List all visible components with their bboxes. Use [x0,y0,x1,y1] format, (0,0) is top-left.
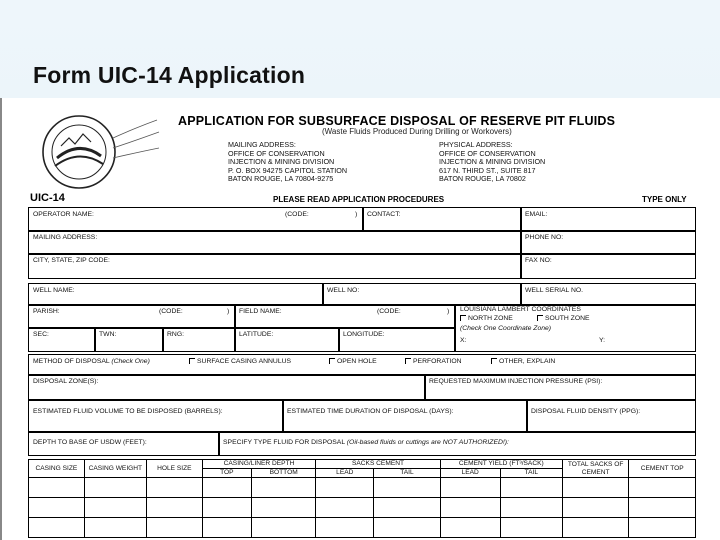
table-cell[interactable] [202,518,251,538]
x-coordinate-label: X: [460,337,467,344]
latitude-label: LATITUDE: [239,331,274,338]
parish-field[interactable] [28,304,236,329]
mailing-line: P. O. BOX 94275 CAPITOL STATION [228,165,348,175]
mailing-heading: MAILING ADDRESS: [228,140,296,149]
table-cell[interactable] [146,478,202,498]
checkbox-icon [189,358,195,364]
mailing-row [28,230,696,255]
table-cell[interactable] [146,498,202,518]
field-name-field[interactable] [234,304,456,329]
longitude-label: LONGITUDE: [343,331,385,338]
south-zone-label: SOUTH ZONE [545,315,590,322]
sec-field[interactable] [28,327,96,352]
perforation-label: PERFORATION [413,358,462,365]
method-row [28,354,696,376]
city-row [28,253,696,279]
depth-usdw-label: DEPTH TO BASE OF USDW (FEET): [33,439,147,446]
city-state-zip-label: CITY, STATE, ZIP CODE: [33,257,110,264]
type-only-note: TYPE ONLY [642,195,687,204]
cement-top-header: CEMENT TOP [629,460,696,478]
field-code-label: (CODE: [377,308,401,315]
table-cell[interactable] [440,518,500,538]
lambert-title: LOUISIANA LAMBERT COORDINATES [460,306,581,313]
well-name-field[interactable] [28,283,324,306]
table-cell[interactable] [202,498,251,518]
form-title: APPLICATION FOR SUBSURFACE DISPOSAL OF RESERVE PIT FLUIDS [178,114,616,128]
field-code-close: ) [447,308,450,315]
phone-label: PHONE NO: [525,234,564,241]
parish-code-label: (CODE: [159,308,183,315]
operator-code-close: ) [355,211,358,218]
physical-line: OFFICE OF CONSERVATION [439,148,536,158]
mailing-address-block [228,141,347,184]
checkbox-icon [329,358,335,364]
disposal-zone-field[interactable] [28,374,426,400]
mailing-address-field[interactable] [28,230,522,255]
hole-size-header: HOLE SIZE [146,460,202,478]
open-hole-label: OPEN HOLE [337,358,377,365]
form-page [0,98,720,540]
well-row [28,283,696,306]
table-cell[interactable] [562,478,628,498]
physical-heading: PHYSICAL ADDRESS: [439,140,513,149]
fax-field[interactable] [520,253,696,279]
yield-lead-subheader: LEAD [440,469,500,478]
mailing-line: BATON ROUGE, LA 70804-9275 [228,174,334,184]
table-row [29,478,696,498]
mailing-line: OFFICE OF CONSERVATION [228,148,325,158]
max-pressure-field[interactable] [424,374,696,400]
checkbox-icon [537,315,543,321]
checkbox-icon [405,358,411,364]
physical-line: 617 N. THIRD ST., SUITE 817 [439,165,536,175]
checkbox-icon [460,315,466,321]
table-cell[interactable] [316,498,374,518]
sec-label: SEC: [33,331,49,338]
state-department-seal-icon [39,108,161,196]
table-cell[interactable] [252,518,316,538]
lambert-coordinates-block [454,304,696,352]
y-coordinate-label: Y: [599,337,606,344]
check-one-zone-note: (Check One Coordinate Zone) [460,325,552,332]
form-id: UIC-14 [30,192,65,204]
south-zone-option[interactable] [537,315,590,322]
table-cell[interactable] [374,498,440,518]
twn-field[interactable] [94,327,164,352]
rng-label: RNG: [167,331,184,338]
table-row [29,518,696,538]
table-cell[interactable] [29,518,85,538]
table-cell[interactable] [440,498,500,518]
physical-address-block [439,141,545,184]
parish-code-close: ) [227,308,230,315]
casing-header-row [29,460,696,469]
table-cell[interactable] [29,498,85,518]
disposal-zone-row [28,374,696,400]
email-label: EMAIL: [525,211,548,218]
max-pressure-label: REQUESTED MAXIMUM INJECTION PRESSURE (PSI): [429,378,603,385]
physical-line: INJECTION & MINING DIVISION [439,157,546,167]
contact-label: CONTACT: [367,211,401,218]
table-cell[interactable] [629,518,696,538]
specify-fluid-note: (Oil-based fluids or cuttings are NOT AUTHORIZED!): [346,439,509,446]
location-row [28,327,456,352]
table-cell[interactable] [500,498,562,518]
perforation-option[interactable] [405,358,462,365]
contact-field[interactable] [362,207,522,232]
operator-name-label: OPERATOR NAME: [33,211,94,218]
latitude-field[interactable] [234,327,340,352]
physical-line: BATON ROUGE, LA 70802 [439,174,526,184]
north-zone-label: NORTH ZONE [468,315,513,322]
fluid-density-label: DISPOSAL FLUID DENSITY (PPG): [531,408,641,415]
table-cell[interactable] [84,518,146,538]
fax-label: FAX NO: [525,257,552,264]
table-cell[interactable] [629,498,696,518]
twn-label: TWN: [99,331,117,338]
casing-size-header: CASING SIZE [29,460,85,478]
specify-fluid-label: SPECIFY TYPE FLUID FOR DISPOSAL [223,439,345,446]
surface-casing-option[interactable] [189,358,291,365]
table-cell[interactable] [374,518,440,538]
depth-usdw-field[interactable] [28,432,220,456]
specify-fluid-field[interactable] [218,432,696,456]
est-volume-label: ESTIMATED FLUID VOLUME TO BE DISPOSED (BARRELS): [33,408,223,415]
fluid-density-field[interactable] [526,400,696,432]
operator-code-label: (CODE: [285,211,309,218]
city-state-zip-field[interactable] [28,253,522,279]
disposal-zone-label: DISPOSAL ZONE(S): [33,378,99,385]
email-field[interactable] [520,207,696,232]
cement-yield-header: CEMENT YIELD (FT³/SACK) [440,460,562,469]
longitude-field[interactable] [338,327,456,352]
checkbox-icon [491,358,497,364]
mailing-address-label: MAILING ADDRESS: [33,234,98,241]
field-name-label: FIELD NAME: [239,308,282,315]
table-cell[interactable] [562,518,628,538]
depth-row [28,432,696,456]
north-zone-option[interactable] [460,315,513,322]
yield-tail-subheader: TAIL [500,469,562,478]
rng-field[interactable] [162,327,236,352]
total-sacks-header: TOTAL SACKS OF CEMENT [562,460,628,478]
table-cell[interactable] [202,478,251,498]
estimates-row [28,400,696,432]
parish-label: PARISH: [33,308,60,315]
table-cell[interactable] [252,498,316,518]
other-label: OTHER, EXPLAIN [499,358,556,365]
table-cell[interactable] [500,478,562,498]
sacks-cement-header: SACKS CEMENT [316,460,440,469]
check-one-note: (Check One) [111,358,150,365]
table-cell[interactable] [316,478,374,498]
phone-field[interactable] [520,230,696,255]
slide-title: Form UIC-14 Application [33,62,306,88]
well-name-label: WELL NAME: [33,287,75,294]
table-row [29,498,696,518]
table-cell[interactable] [252,478,316,498]
table-cell[interactable] [316,518,374,538]
operator-name-field[interactable] [28,207,364,232]
sacks-tail-subheader: TAIL [374,469,440,478]
casing-liner-depth-header: CASING/LINER DEPTH [202,460,316,469]
table-cell[interactable] [440,478,500,498]
est-duration-field[interactable] [282,400,528,432]
est-volume-field[interactable] [28,400,284,432]
casing-weight-header: CASING WEIGHT [84,460,146,478]
table-cell[interactable] [84,478,146,498]
table-cell[interactable] [29,478,85,498]
table-cell[interactable] [629,478,696,498]
well-serial-label: WELL SERIAL NO. [525,287,584,294]
mailing-line: INJECTION & MINING DIVISION [228,157,335,167]
depth-top-subheader: TOP [202,469,251,478]
table-cell[interactable] [84,498,146,518]
well-serial-field[interactable] [520,283,696,306]
open-hole-option[interactable] [329,358,377,365]
table-cell[interactable] [374,478,440,498]
casing-table [28,459,696,538]
method-of-disposal-field [28,354,696,376]
table-cell[interactable] [562,498,628,518]
table-cell[interactable] [500,518,562,538]
well-no-field[interactable] [322,283,522,306]
method-label: METHOD OF DISPOSAL [33,358,110,365]
other-option[interactable] [491,358,555,365]
operator-row [28,207,696,232]
depth-bottom-subheader: BOTTOM [252,469,316,478]
est-duration-label: ESTIMATED TIME DURATION OF DISPOSAL (DAYS): [287,408,454,415]
read-procedures-note: PLEASE READ APPLICATION PROCEDURES [273,195,445,204]
form-subtitle: (Waste Fluids Produced During Drilling or Workovers) [322,127,512,136]
well-no-label: WELL NO: [327,287,360,294]
table-cell[interactable] [146,518,202,538]
surface-casing-label: SURFACE CASING ANNULUS [197,358,292,365]
sacks-lead-subheader: LEAD [316,469,374,478]
